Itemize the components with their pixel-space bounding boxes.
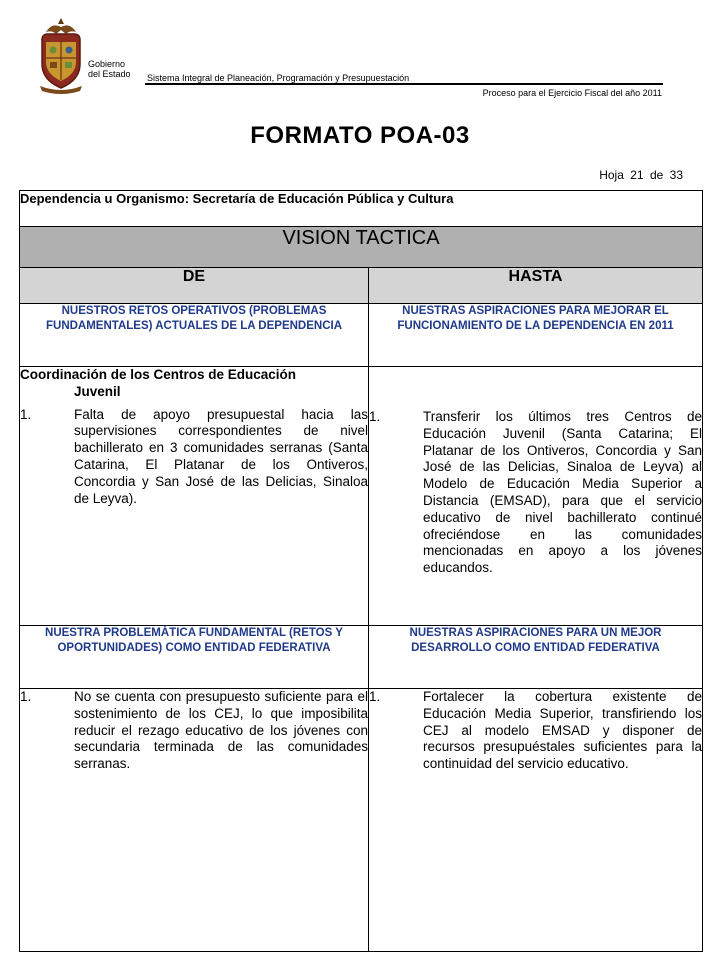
- section1-hasta-item-number: 1.: [369, 409, 381, 424]
- vision-header-row: [20, 227, 703, 268]
- gobierno-line1: Gobierno: [88, 59, 126, 69]
- section1-de-cell: [20, 367, 369, 626]
- process-text: Proceso para el Ejercicio Fiscal del año 2011: [482, 88, 662, 98]
- dependencia-cell: Dependencia u Organismo: Secretaría de Educación Pública y Cultura: [20, 191, 703, 227]
- section1-de-item-number: 1.: [20, 406, 32, 422]
- page-title: FORMATO POA-03: [250, 122, 470, 149]
- sheet-number: 21: [630, 168, 644, 182]
- section1-subheading-line2: Juvenil: [74, 383, 121, 399]
- section1-heading-row: [20, 304, 703, 367]
- dependencia-row: [20, 191, 703, 227]
- section1-hasta-heading: NUESTRAS ASPIRACIONES PARA MEJORAR EL FUNCIONAMIENTO DE LA DEPENDENCIA EN 2011: [369, 304, 703, 367]
- section2-hasta-item: [369, 689, 702, 773]
- section2-hasta-item-number: 1.: [369, 689, 381, 704]
- section2-de-item-number: 1.: [20, 689, 32, 704]
- section1-de-item-text: Falta de apoyo presupuestal hacia las supervisiones correspondientes de nivel bachillerato en 3 comunidades serranas (Santa Catarina, El Platanar de los Ontiveros, Concordia y San José de las Delicias, Sinaloa de Leyva).: [74, 406, 368, 506]
- column-header-hasta: HASTA: [369, 268, 703, 304]
- section1-de-heading: NUESTROS RETOS OPERATIVOS (PROBLEMAS FUNDAMENTALES) ACTUALES DE LA DEPENDENCIA: [20, 304, 369, 367]
- section2-heading-row: [20, 626, 703, 689]
- section2-hasta-item-text: Fortalecer la cobertura existente de Educación Media Superior, transfiriendo los CEJ al modelo EMSAD y disponer de recursos presupuéstales suficientes para la continuidad del servicio educativo.: [423, 689, 702, 772]
- sheet-of-label: de: [649, 168, 664, 182]
- section1-hasta-spacer: [369, 367, 702, 409]
- gobierno-label: [88, 59, 131, 79]
- section1-content-row: [20, 367, 703, 626]
- vision-table: [19, 190, 703, 952]
- sheet-counter: [599, 168, 683, 182]
- header-rule: [145, 83, 663, 85]
- section2-hasta-heading: NUESTRAS ASPIRACIONES PARA UN MEJOR DESARROLLO COMO ENTIDAD FEDERATIVA: [369, 626, 703, 689]
- state-coat-of-arms-icon: [36, 18, 86, 94]
- section2-de-heading: NUESTRA PROBLEMÁTICA FUNDAMENTAL (RETOS Y OPORTUNIDADES) COMO ENTIDAD FEDERATIVA: [20, 626, 369, 689]
- section2-de-item-text: No se cuenta con presupuesto suficiente para el sostenimiento de los CEJ, lo que imposibilita reducir el rezago educativo de los jóvenes con secundaria terminada de las comunidades serranas.: [74, 689, 368, 772]
- vision-header: VISION TACTICA: [20, 227, 703, 268]
- section2-de-cell: [20, 689, 369, 952]
- section2-hasta-cell: [369, 689, 703, 952]
- gobierno-line2: del Estado: [88, 69, 131, 79]
- column-header-row: [20, 268, 703, 304]
- section1-de-item: [20, 407, 368, 508]
- column-header-de: DE: [20, 268, 369, 304]
- section2-de-item: [20, 689, 368, 773]
- section1-subheading-line1: Coordinación de los Centros de Educación: [20, 367, 297, 382]
- sheet-total: 33: [669, 168, 683, 182]
- section2-content-row: [20, 689, 703, 952]
- section1-hasta-item: [369, 409, 702, 577]
- system-title: Sistema Integral de Planeación, Programación y Presupuestación: [147, 73, 410, 83]
- section1-hasta-cell: [369, 367, 703, 626]
- section1-subheading: [20, 367, 368, 401]
- section1-hasta-item-text: Transferir los últimos tres Centros de Educación Juvenil (Santa Catarina; El Platanar de los Ontiveros, Concordia y San José de las Delicias, Sinaloa de Leyva) al Modelo de Educación Media Superior a Distancia (EMSAD), para que el servicio educativo de nivel bachillerato continué ofreciéndose en las comunidades mencionadas en apoyo a los jóvenes educandos.: [423, 409, 702, 576]
- sheet-label: Hoja: [599, 168, 624, 182]
